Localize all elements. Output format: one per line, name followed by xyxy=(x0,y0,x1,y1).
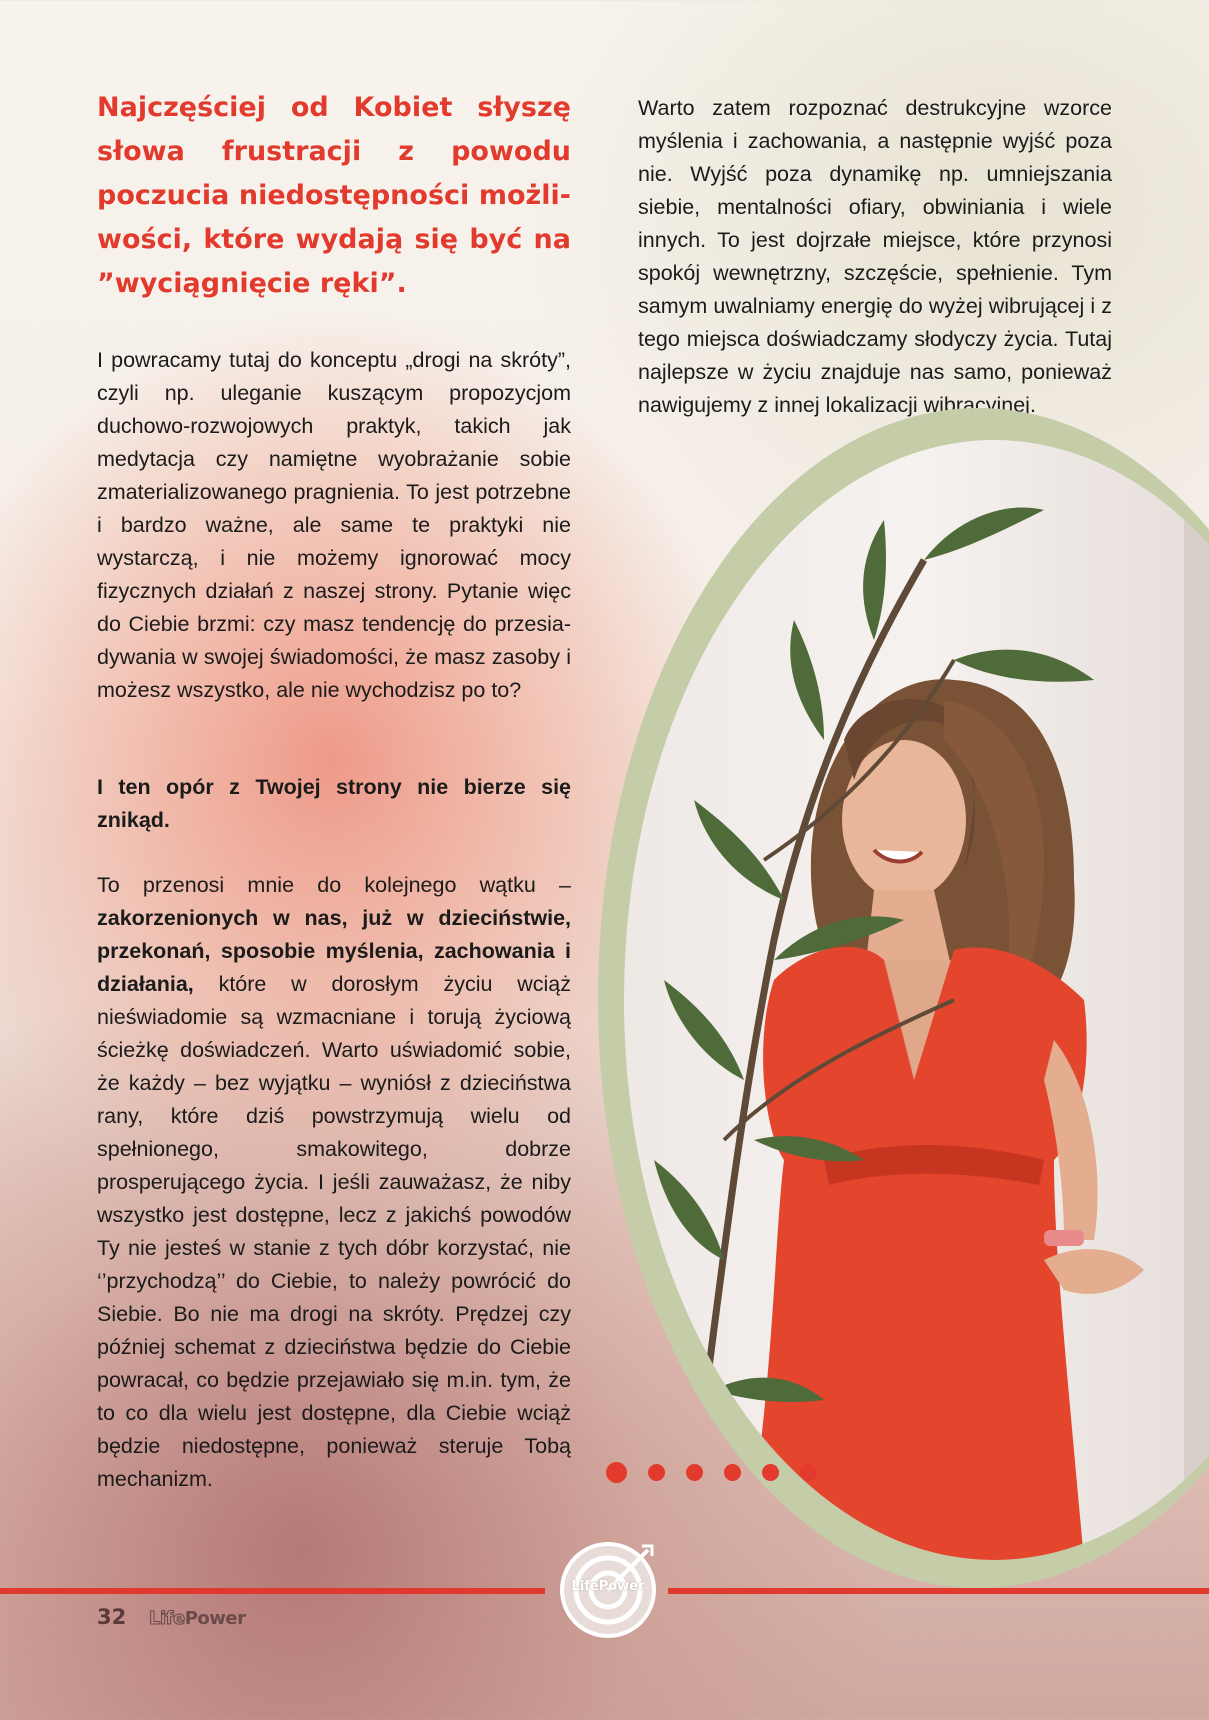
badge-label: LifePower xyxy=(571,1579,645,1594)
portrait-photo xyxy=(624,440,1209,1560)
dot xyxy=(800,1464,817,1481)
brand-logo xyxy=(149,1608,245,1629)
brand-power: Power xyxy=(184,1608,246,1629)
paragraph-3-start: To przenosi mnie do kolejnego wątku – xyxy=(97,873,571,897)
dot xyxy=(762,1464,779,1481)
decorative-dots xyxy=(606,1462,817,1483)
right-paragraph: Warto zatem rozpoznać destrukcyjne wzorce myślenia i zachowania, a następnie wyjść poza nie. Wyjść poza dynamikę np. umniejszania siebie, mentalności ofiary, obwiniania i wiele innych. To jest dojrzałe miejsce, które przynosi spokój wewnętrzny, szczęście, spełnienie. Tym samym uwalniamy energię do wyżej wibrującej i z tego miejsca doświadczamy słodyczy życia. Tutaj najlepsze w życiu znajduje nas samo, ponieważ nawigujemy z innej lokalizacji wibracyjnej. xyxy=(638,96,1112,417)
lead-statement: I ten opór z Twojej strony nie bierze się znikąd. xyxy=(97,775,571,832)
paragraph-1: I powracamy tutaj do konceptu „drogi na skróty”, czyli np. uleganie kuszącym propozycjom duchowo-rozwojowych praktyk, takich jak medytacja czy namiętne wyobrażanie sobie zmaterializowanego pragnienia. To jest potrzebne i bardzo ważne, ale same te praktyki nie wystarczą, i nie możemy ignorować mocy fizycznych działań z naszej strony. Pytanie więc do Ciebie brzmi: czy masz tendencję do przesiadywania w swojej świadomości, że masz zasoby i możesz wszystko, ale nie wychodzisz po to? xyxy=(97,348,571,702)
paragraph-3-bold: zakorzenionych w nas, już w dzieciństwie, przekonań, sposobie myślenia, zachowania i działania, xyxy=(97,906,571,996)
portrait-illustration xyxy=(624,440,1209,1560)
paragraph-3 xyxy=(97,869,571,1496)
dot xyxy=(686,1464,703,1481)
dot xyxy=(724,1464,741,1481)
brand-life: Life xyxy=(149,1608,185,1629)
headline: Najczęściej od Kobiet słyszę słowa frustracji z powodu poczucia niedostępności możliwości, które wydają się być na ”wyciągnięcie ręki”. xyxy=(97,92,571,299)
left-column xyxy=(97,86,571,1496)
dot xyxy=(648,1464,665,1481)
page-number: 32 xyxy=(97,1605,127,1629)
dot xyxy=(606,1462,627,1483)
paragraph-3-end: które w dorosłym życiu wciąż nieświadomie są wzmacniane i torują życiową ścieżkę doświadczeń. Warto uświadomić sobie, że każdy – bez wyjątku – wyniósł z dzieciństwa rany, które dziś powstrzymują wielu od spełnionego, smakowitego, dobrze prosperującego życia. I jeśli zauważasz, że niby wszystko jest dostępne, lecz z jakichś powodów Ty nie jesteś w stanie z tych dóbr korzystać, nie ‘’przychodzą’’ do Ciebie, to należy powrócić do Siebie. Bo nie ma drogi na skróty. Prędzej czy później schemat z dzieciństwa będzie do Ciebie powracał, co będzie przejawiało się m.in. tym, że to co dla wielu jest dostępne, dla Ciebie wciąż będzie niedostępne, ponieważ steruje Tobą mechanizm. xyxy=(97,972,571,1491)
footer-rule-left xyxy=(0,1588,545,1594)
target-arrow-logo-icon xyxy=(556,1538,660,1642)
right-column xyxy=(638,92,1112,422)
footer-rule-right xyxy=(668,1588,1209,1594)
